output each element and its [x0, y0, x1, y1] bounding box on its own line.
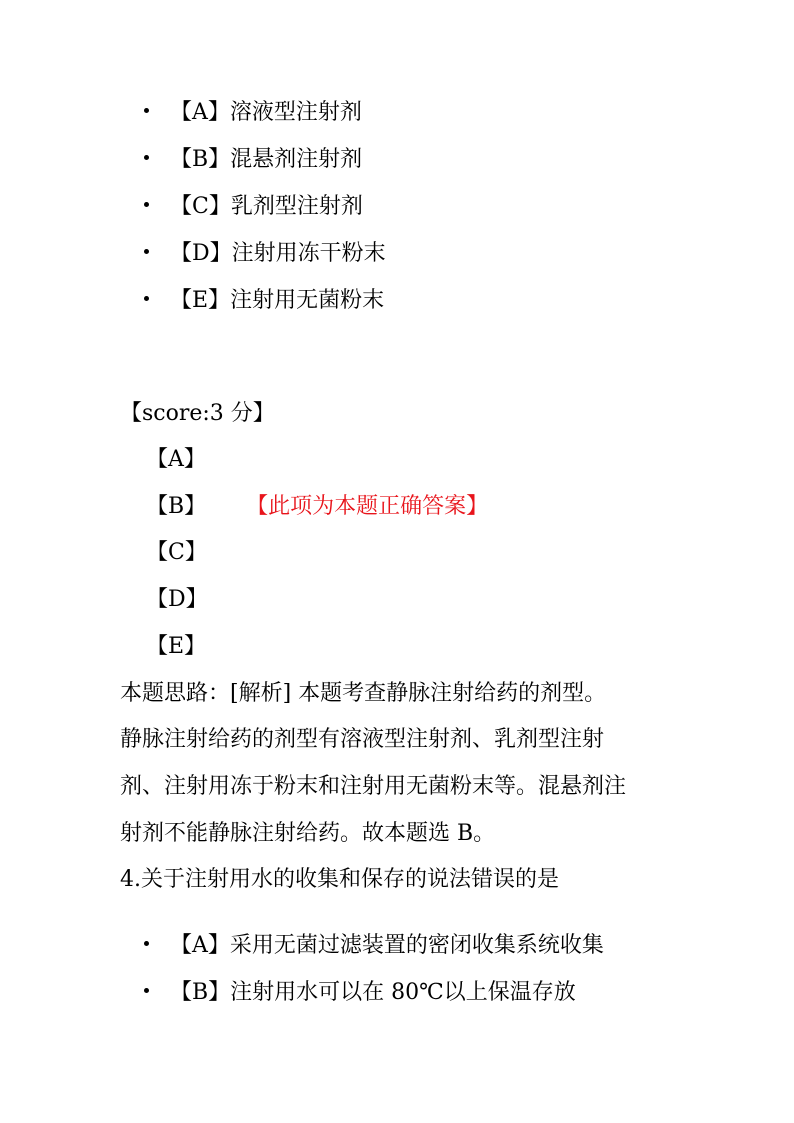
bullet-icon: [144, 988, 149, 993]
answer-letter: 【A】: [146, 447, 206, 472]
explanation-line: 本题思路：[解析] 本题考查静脉注射给药的剂型。: [120, 681, 607, 706]
option-letter: 【D】: [170, 241, 232, 266]
answer-letter: 【B】: [146, 494, 207, 519]
answer-letter: 【D】: [146, 587, 208, 612]
q3-option-e: [170, 290, 384, 312]
q4-option-a: [170, 935, 604, 957]
answer-b: [146, 496, 488, 518]
bullet-icon: [144, 941, 149, 946]
bullet-icon: [144, 108, 149, 113]
answer-a: [146, 449, 206, 471]
explanation-line: 剂、注射用冻于粉末和注射用无菌粉末等。混悬剂注: [120, 774, 627, 799]
answer-letter: 【C】: [146, 540, 207, 565]
q4-option-b: [170, 982, 576, 1004]
option-text: 采用无菌过滤装置的密闭收集系统收集: [229, 933, 604, 958]
question-4-title: 4.关于注射用水的收集和保存的说法错误的是: [120, 867, 559, 892]
option-letter: 【A】: [170, 100, 230, 125]
q3-option-b: [170, 149, 362, 171]
option-letter: 【E】: [170, 288, 231, 313]
option-text: 注射用水可以在 80℃以上保温存放: [230, 980, 576, 1005]
option-text: 溶液型注射剂: [229, 100, 362, 125]
option-letter: 【A】: [170, 933, 230, 958]
bullet-icon: [144, 296, 149, 301]
answer-letter: 【E】: [146, 634, 207, 659]
q3-option-a: [170, 102, 362, 124]
option-text: 注射用冻干粉末: [231, 241, 386, 266]
score-label: 【score:3 分】: [120, 401, 275, 426]
option-text: 混悬剂注射剂: [230, 147, 363, 172]
bullet-icon: [144, 202, 149, 207]
explanation-line: 静脉注射给药的剂型有溶液型注射剂、乳剂型注射: [120, 727, 605, 752]
bullet-icon: [144, 155, 149, 160]
option-text: 乳剂型注射剂: [230, 194, 363, 219]
answer-c: [146, 542, 207, 564]
q3-option-c: [170, 196, 363, 218]
option-letter: 【B】: [170, 980, 231, 1005]
option-letter: 【C】: [170, 194, 231, 219]
option-letter: 【B】: [170, 147, 231, 172]
q3-option-d: [170, 243, 386, 265]
option-text: 注射用无菌粉末: [230, 288, 385, 313]
bullet-icon: [144, 249, 149, 254]
answer-d: [146, 589, 208, 611]
explanation-line: 射剂不能静脉注射给药。故本题选 B。: [120, 821, 496, 846]
correct-answer-mark: 【此项为本题正确答案】: [246, 494, 489, 519]
answer-e: [146, 636, 206, 658]
